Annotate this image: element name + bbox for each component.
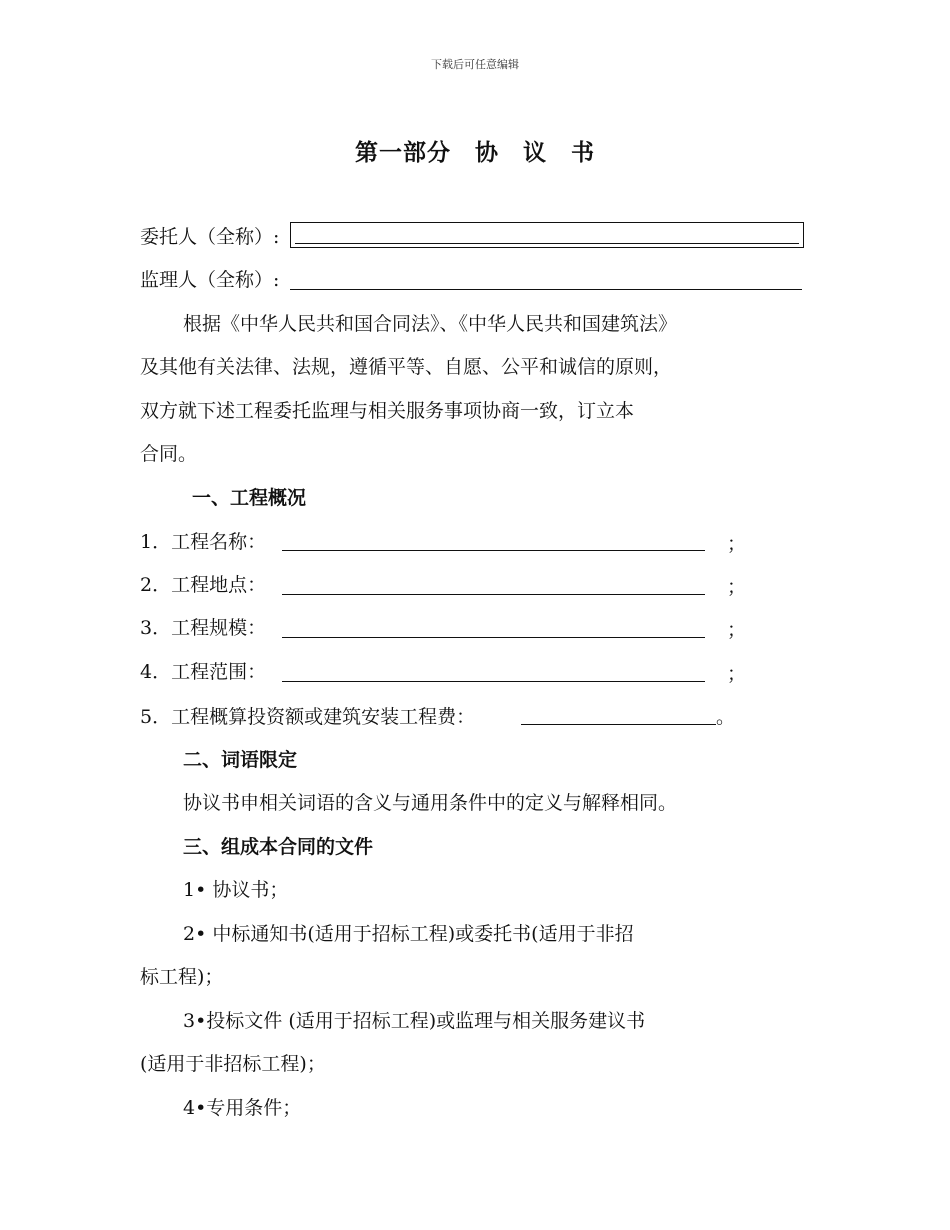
supervisor-label: 监理人（全称）: <box>140 269 280 291</box>
doc-item-4: 4•专用条件； <box>183 1097 302 1119</box>
intro-line-1: 根据《中华人民共和国合同法》、《中华人民共和国建筑法》 <box>183 313 678 335</box>
doc-item-3-line-2: (适用于非招标工程)； <box>140 1053 326 1075</box>
doc-item-2-line-2: 标工程)； <box>140 966 224 988</box>
section-2-text: 协议书申相关词语的含义与通用条件中的定义与解释相同。 <box>183 792 678 814</box>
item-4-label: 4．工程范围： <box>140 661 267 683</box>
doc-item-2-line-1: 2• 中标通知书(适用于招标工程)或委托书(适用于非招 <box>183 923 634 945</box>
page-title: 第一部分 协 议 书 <box>355 139 595 166</box>
client-label: 委托人（全称）: <box>140 226 280 248</box>
project-scale-field[interactable] <box>282 637 705 638</box>
intro-line-3: 双方就下述工程委托监理与相关服务事项协商一致，订立本 <box>140 400 635 422</box>
investment-amount-field[interactable] <box>521 724 716 725</box>
section-3-heading: 三、组成本合同的文件 <box>183 836 374 858</box>
section-1-heading: 一、工程概况 <box>192 487 307 509</box>
project-name-field[interactable] <box>282 550 705 551</box>
header-note: 下载后可任意编辑 <box>431 58 519 71</box>
item-1-label: 1．工程名称： <box>140 531 267 553</box>
intro-line-2: 及其他有关法律、法规，遵循平等、自愿、公平和诚信的原则， <box>140 356 673 378</box>
client-name-underline <box>295 243 799 244</box>
client-name-field[interactable] <box>290 222 804 248</box>
intro-line-4: 合同。 <box>140 443 198 465</box>
project-scope-field[interactable] <box>282 681 705 682</box>
item-2-end: ； <box>727 576 747 598</box>
item-5-end: 。 <box>716 706 736 728</box>
item-4-end: ； <box>727 663 747 685</box>
item-5-label: 5．工程概算投资额或建筑安装工程费： <box>140 706 476 728</box>
section-2-heading: 二、词语限定 <box>183 749 298 771</box>
project-location-field[interactable] <box>282 594 705 595</box>
item-1-end: ； <box>727 533 747 555</box>
supervisor-name-field[interactable] <box>290 289 802 290</box>
doc-item-1: 1• 协议书； <box>183 879 289 901</box>
item-2-label: 2．工程地点： <box>140 574 267 596</box>
item-3-end: ； <box>727 619 747 641</box>
doc-item-3-line-1: 3•投标文件 (适用于招标工程)或监理与相关服务建议书 <box>183 1010 646 1032</box>
item-3-label: 3．工程规模： <box>140 617 267 639</box>
